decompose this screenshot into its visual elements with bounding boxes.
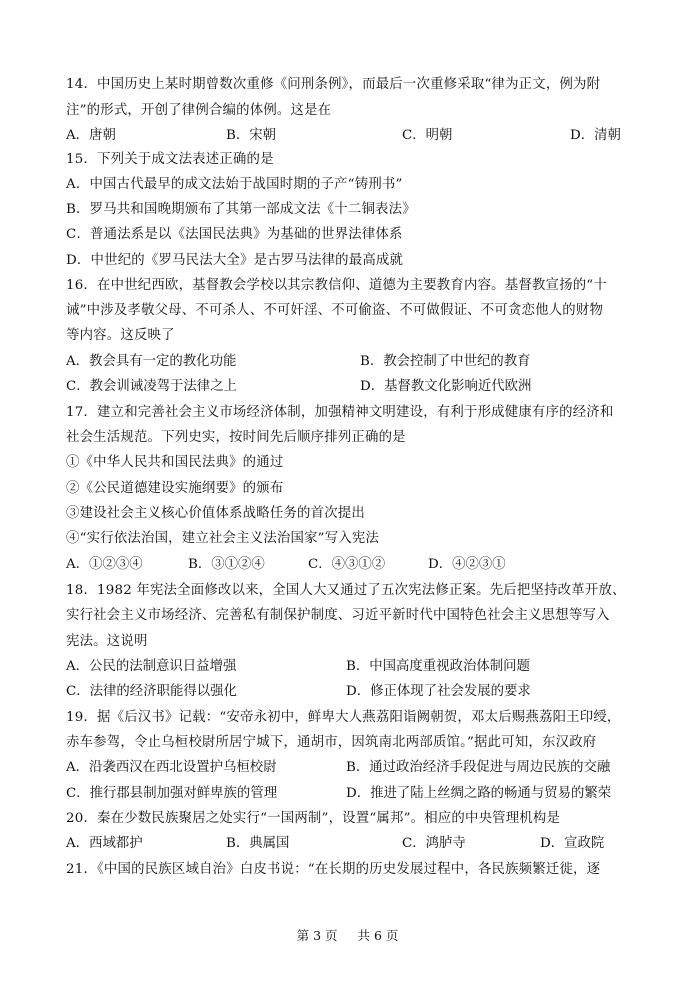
- q18-stem-line1: 18．1982 年宪法全面修改以来，全国人大又通过了五次宪法修正案。先后把坚持改革开放、: [66, 583, 626, 598]
- q18-option-b: B．中国高度重视政治体制问题: [346, 659, 530, 674]
- q16-option-a: A．教会具有一定的教化功能: [66, 354, 237, 369]
- q14-option-b: B．宋朝: [226, 128, 277, 143]
- q17-item-4: ④“实行依法治国，建立社会主义法治国家”写入宪法: [66, 531, 380, 546]
- q15-option-c: C．普通法系是以《法国民法典》为基础的世界法律体系: [66, 227, 403, 242]
- q17-item-2: ②《公民道德建设实施纲要》的颁布: [66, 481, 284, 496]
- q14-option-d: D．清朝: [570, 128, 621, 143]
- q14-option-a: A．唐朝: [66, 128, 116, 143]
- q16-option-b: B．教会控制了中世纪的教育: [360, 354, 531, 369]
- q14-stem-line1: 14．中国历史上某时期曾数次重修《问刑条例》，而最后一次重修采取“律为正文，例为附: [66, 77, 601, 92]
- q17-option-a: A．①②③④: [66, 557, 143, 572]
- q19-option-a: A．沿袭西汉在西北设置护乌桓校尉: [66, 760, 277, 775]
- q15-option-b: B．罗马共和国晚期颁布了其第一部成文法《十二铜表法》: [66, 202, 416, 217]
- q19-option-d: D．推进了陆上丝绸之路的畅通与贸易的繁荣: [346, 786, 612, 801]
- q19-stem-line2: 赤车参驾，令止乌桓校尉所居宁城下，通胡市，因筑南北两部质馆。”据此可知，东汉政府: [66, 735, 597, 750]
- q17-option-c: C．④③①②: [308, 557, 386, 572]
- q17-stem-line2: 社会生活规范。下列史实，按时间先后顺序排列正确的是: [66, 430, 406, 445]
- q17-option-d: D．④②③①: [428, 557, 506, 572]
- q21-stem-line1: 21．《中国的民族区域自治》白皮书说：“在长期的历史发展过程中，各民族频繁迁徙，逐: [66, 862, 601, 877]
- q17-option-b: B．③①②④: [188, 557, 265, 572]
- q18-stem-line3: 宪法。这说明: [66, 634, 148, 649]
- q15-option-a: A．中国古代最早的成文法始于战国时期的子产“铸刑书”: [66, 177, 403, 192]
- q20-option-a: A．西域都护: [66, 836, 143, 851]
- q20-option-c: C．鸿胪寺: [402, 836, 466, 851]
- q16-option-c: C．教会训诫凌驾于法律之上: [66, 379, 237, 394]
- q14-stem-line2: 注”的形式，开创了律例合编的体例。这是在: [66, 103, 332, 118]
- q19-option-c: C．推行郡县制加强对鲜卑族的管理: [66, 786, 278, 801]
- q20-option-d: D．宣政院: [540, 836, 605, 851]
- q17-item-1: ①《中华人民共和国民法典》的通过: [66, 455, 284, 470]
- q15-option-d: D．中世纪的《罗马民法大全》是古罗马法律的最高成就: [66, 253, 404, 268]
- q16-option-d: D．基督教文化影响近代欧洲: [360, 379, 532, 394]
- q15-stem: 15．下列关于成文法表述正确的是: [66, 152, 274, 167]
- q14-option-c: C．明朝: [402, 128, 453, 143]
- q20-option-b: B．典属国: [226, 836, 290, 851]
- q17-item-3: ③建设社会主义核心价值体系战略任务的首次提出: [66, 506, 365, 521]
- q16-stem-line1: 16．在中世纪西欧，基督教会学校以其宗教信仰、道德为主要教育内容。基督教宣扬的“十: [66, 278, 607, 293]
- page-footer: [0, 928, 695, 944]
- q16-stem-line3: 等内容。这反映了: [66, 328, 175, 343]
- q19-stem-line1: 19．据《后汉书》记载：“安帝永初中，鲜卑大人燕荔阳诣阙朝贺，邓太后赐燕荔阳王印绶，: [66, 710, 621, 725]
- q20-stem: 20．秦在少数民族聚居之处实行“一国两制”，设置“属邦”。相应的中央管理机构是: [66, 811, 561, 826]
- q18-option-c: C．法律的经济职能得以强化: [66, 684, 237, 699]
- q18-stem-line2: 实行社会主义市场经济、完善私有制保护制度、习近平新时代中国特色社会主义思想等写入: [66, 608, 610, 623]
- page-total: 共 6 页: [357, 928, 399, 943]
- q16-stem-line2: 诫”中涉及孝敬父母、不可杀人、不可奸淫、不可偷盗、不可做假证、不可贪恋他人的财物: [66, 303, 604, 318]
- q17-stem-line1: 17．建立和完善社会主义市场经济体制，加强精神文明建设，有利于形成健康有序的经济和: [66, 405, 614, 420]
- page-number: 第 3 页: [296, 928, 338, 943]
- q19-option-b: B．通过政治经济手段促进与周边民族的交融: [346, 760, 611, 775]
- q18-option-a: A．公民的法制意识日益增强: [66, 659, 237, 674]
- q18-option-d: D．修正体现了社会发展的要求: [346, 684, 531, 699]
